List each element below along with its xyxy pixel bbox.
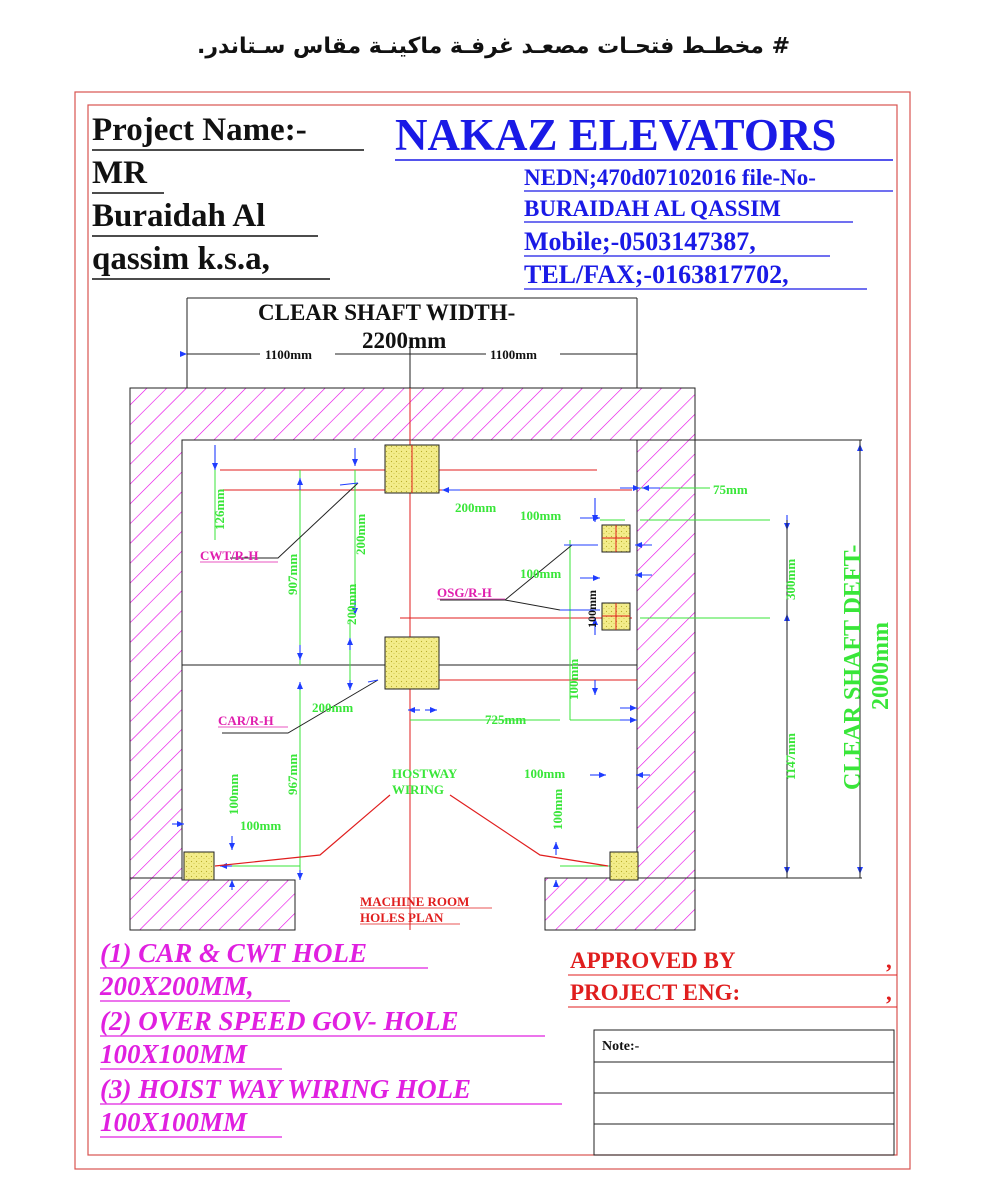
dim-200-car-v: 200mm	[344, 583, 359, 625]
dim-907: 907mm	[285, 553, 300, 595]
car-hole	[385, 637, 439, 689]
dim-100-left-h: 100mm	[240, 818, 282, 833]
project-line2: Buraidah Al	[92, 198, 266, 234]
dim-725: 725mm	[485, 712, 527, 727]
page-caption: # مخطـط فتحـات مصعـد غرفـة ماكينـة مقاس سـتاندر.	[196, 34, 791, 59]
dim-75: 75mm	[713, 482, 748, 497]
project-label: Project Name:-	[92, 112, 307, 148]
project-eng: PROJECT ENG:	[570, 980, 741, 1005]
label-osg: OSG/R-H	[437, 585, 492, 600]
dim-100-osg-v: 100mm	[566, 658, 581, 700]
company-city: BURAIDAH AL QASSIM	[524, 196, 781, 221]
dim-300: 300mm	[783, 558, 798, 600]
eng-comma: ,	[886, 980, 892, 1005]
company-name: NAKAZ ELEVATORS	[395, 110, 837, 160]
company-reg: NEDN;470d07102016 file-No-	[524, 165, 816, 190]
dim-100-right-v: 100mm	[550, 788, 565, 830]
label-plan-2: HOLES PLAN	[360, 910, 444, 925]
label-wiring-1: HOSTWAY	[392, 766, 458, 781]
clear-depth-title: CLEAR SHAFT DEFT-	[840, 544, 866, 790]
dim-1147: 1147mm	[783, 733, 798, 780]
label-cwt: CWT/R-H	[200, 548, 259, 563]
hole-notes	[99, 938, 562, 1137]
wiring-hole-right	[610, 852, 638, 880]
dim-100-right-h: 100mm	[524, 766, 566, 781]
note-2a: (2) OVER SPEED GOV- HOLE	[100, 1006, 459, 1036]
approved-comma: ,	[886, 948, 892, 973]
approved-by: APPROVED BY	[570, 948, 736, 973]
project-line3: qassim k.s.a,	[92, 241, 270, 277]
shaft-interior	[182, 440, 862, 878]
dim-100-mid: 100mm	[520, 566, 562, 581]
dim-100-top: 100mm	[520, 508, 562, 523]
note-3a: (3) HOIST WAY WIRING HOLE	[100, 1074, 472, 1104]
dim-200-car: 200mm	[312, 700, 354, 715]
note-1a: (1) CAR & CWT HOLE	[100, 938, 368, 968]
note-2b: 100X100MM	[100, 1039, 248, 1069]
dim-100-left-v: 100mm	[226, 773, 241, 815]
clear-width-value: 2200mm	[362, 328, 447, 353]
company-telfax: TEL/FAX;-0163817702,	[524, 260, 789, 289]
half-right-dim: 1100mm	[490, 347, 537, 362]
dim-200-cwt-v: 200mm	[353, 513, 368, 555]
wiring-hole-left	[184, 852, 214, 880]
approval-block	[568, 948, 897, 1007]
dim-200-cwt: 200mm	[455, 500, 497, 515]
label-plan-1: MACHINE ROOM	[360, 894, 470, 909]
project-line1: MR	[92, 155, 147, 191]
company-block	[395, 110, 893, 289]
clear-width-title: CLEAR SHAFT WIDTH-	[258, 300, 516, 325]
dim-126: 126mm	[212, 488, 227, 530]
project-block	[92, 112, 364, 279]
company-mobile: Mobile;-0503147387,	[524, 227, 756, 256]
width-dimension	[187, 298, 637, 388]
note-label: Note:-	[602, 1039, 640, 1054]
dim-100-osg-small: 100mm	[585, 590, 599, 628]
note-3b: 100X100MM	[100, 1107, 248, 1137]
note-1b: 200X200MM,	[100, 971, 254, 1001]
dim-967: 967mm	[285, 753, 300, 795]
label-wiring-2: WIRING	[392, 782, 445, 797]
half-left-dim: 1100mm	[265, 347, 312, 362]
clear-depth-value: 2000mm	[868, 622, 894, 710]
label-car: CAR/R-H	[218, 713, 274, 728]
